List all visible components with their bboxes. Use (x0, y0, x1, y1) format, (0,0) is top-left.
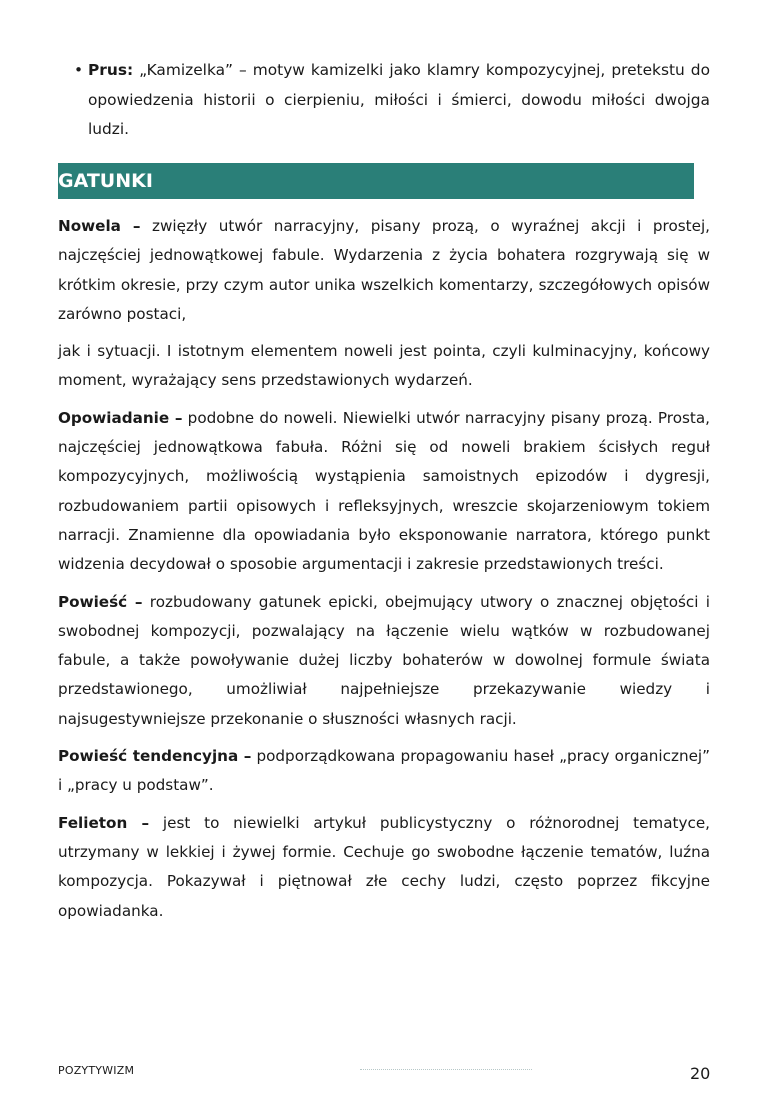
bullet-description: „Kamizelka” – motyw kamizelki jako klamry kompozycyjnej, pretekstu do opowiedzenia historii o cierpieniu, miłości i śmierci, dowodu miłości dwojga ludzi. (88, 61, 710, 138)
definition: podobne do noweli. Niewielki utwór narracyjny pisany prozą. Prosta, najczęściej jednowątkowa fabuła. Różni się od noweli brakiem ścisłych reguł kompozycyjnych, możliwością wystąpienia samoistnych epizodów i dygresji, rozbudowaniem partii opisowych i refleksyjnych, wreszcie skojarzeniowym tokiem narracji. Znamienne dla opowiadania było eksponowanie narratora, którego punkt widzenia decydował o sposobie argumentacji i zakresie przedstawionych treści. (58, 408, 710, 574)
term: Powieść – (58, 592, 143, 611)
definition: podporządkowana propagowaniu haseł „pracy organicznej” i „pracy u podstaw”. (58, 747, 711, 795)
definition: jak i sytuacji. I istotnym elementem noweli jest pointa, czyli kulminacyjny, końcowy moment, wyrażający sens przedstawionych wydarzeń. (58, 342, 710, 390)
term: Felieton – (58, 813, 150, 832)
paragraph-nowela-continued (58, 337, 710, 396)
bullet-author: Prus: (88, 61, 134, 79)
paragraph-nowela (58, 212, 710, 329)
footer-chapter: POZYTYWIZM (58, 1064, 135, 1077)
definition: jest to niewielki artykuł publicystyczny o różnorodnej tematyce, utrzymany w lekkiej i żywej formie. Cechuje go swobodne łączenie tematów, luźna kompozycja. Pokazywał i piętnował złe cechy ludzi, często poprzez fikcyjne opowiadanka. (58, 813, 710, 920)
paragraph-powiesc (58, 588, 710, 734)
term: Nowela – (58, 217, 141, 235)
bullet-icon: • (74, 61, 84, 79)
definition: zwięzły utwór narracyjny, pisany prozą, o wyraźnej akcji i prostej, najczęściej jednowątkowej fabule. Wydarzenia z życia bohatera rozgrywają się w krótkim okresie, przy czym autor unika wszelkich komentarzy, szczegółowych opisów zarówno postaci, (58, 217, 711, 323)
paragraph-powiesc-tendencyjna (58, 742, 710, 801)
footer-divider (360, 1069, 532, 1070)
list-item (74, 56, 710, 145)
genre-definitions (58, 212, 710, 934)
page-number: 20 (690, 1064, 711, 1083)
paragraph-felieton (58, 809, 710, 926)
definition: rozbudowany gatunek epicki, obejmujący utwory o znacznej objętości i swobodnej kompozycji, pozwalający na łączenie wielu wątków w rozbudowanej fabule, a także powoływanie dużej liczby bohaterów w dowolnej formule świata przedstawionego, umożliwiał najpełniejsze przekazywanie wiedzy i najsugestywniejsze przekonanie o słuszności własnych racji. (58, 592, 711, 728)
bullet-text (88, 56, 710, 145)
section-header (58, 163, 694, 199)
bullet-section (58, 56, 710, 145)
section-title: GATUNKI (58, 170, 153, 192)
term: Opowiadanie – (58, 408, 183, 427)
paragraph-opowiadanie (58, 404, 710, 580)
term: Powieść tendencyjna – (58, 747, 252, 766)
